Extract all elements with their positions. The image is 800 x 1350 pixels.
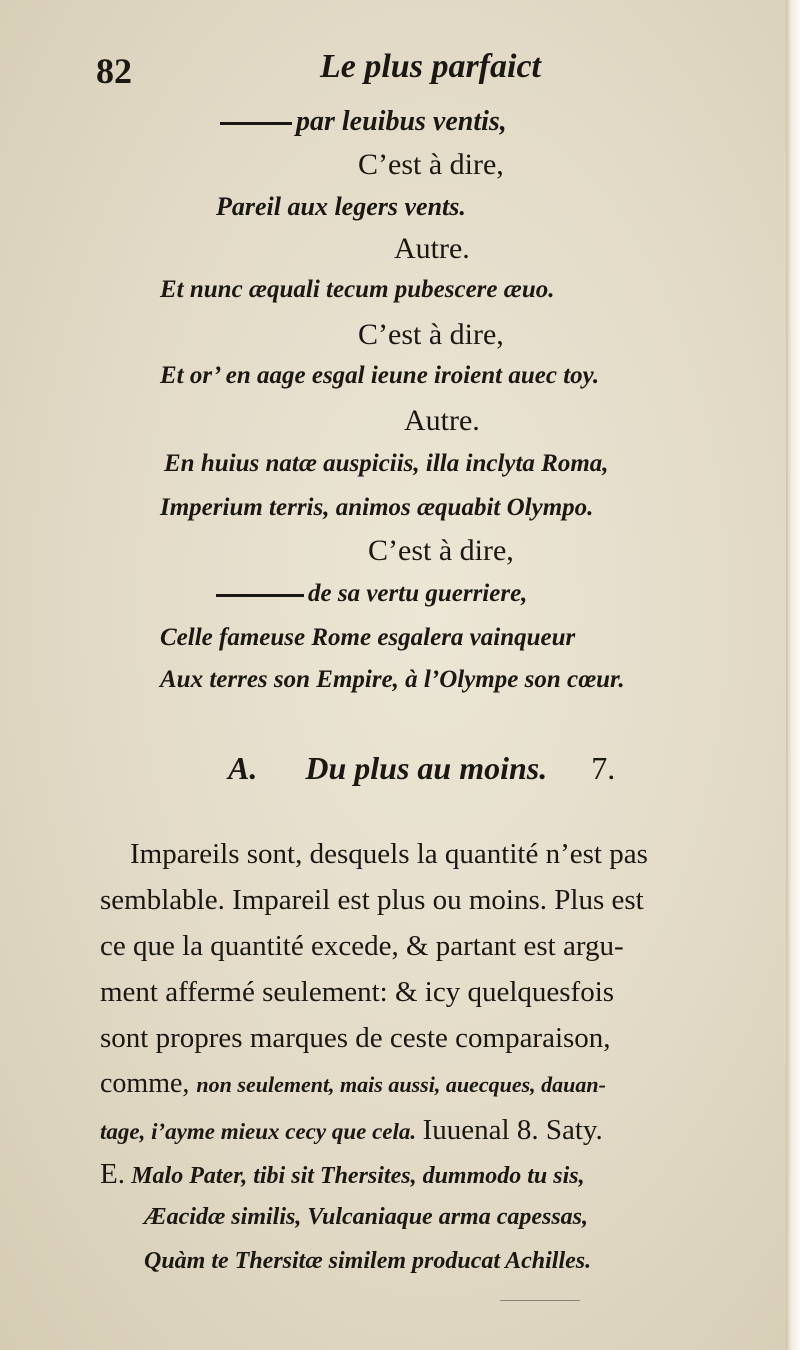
verse-line: C’est à dire,	[358, 318, 504, 351]
verse-line: Autre.	[394, 232, 470, 265]
bottom-rule	[500, 1300, 580, 1301]
body-text: Malo Pater, tibi sit Thersites, dummodo tu sis,	[131, 1163, 585, 1189]
verse-line: Aux terres son Empire, à l’Olympe son cœur.	[160, 666, 625, 693]
verse-line: Pareil aux legers vents.	[216, 192, 466, 221]
section-letter: A.	[228, 750, 258, 786]
section-title: Du plus au moins.	[305, 750, 548, 786]
body-line	[100, 1068, 606, 1100]
body-line	[100, 1158, 585, 1191]
page-edge	[786, 0, 800, 1350]
running-title: Le plus parfaict	[320, 48, 541, 85]
verse-line	[220, 106, 507, 138]
verse-line: En huius natæ auspiciis, illa inclyta Roma,	[164, 450, 609, 477]
dash-rule	[216, 594, 304, 597]
body-text: comme,	[100, 1068, 190, 1099]
verse-text: par leuibus ventis,	[296, 106, 507, 137]
section-heading	[228, 750, 615, 787]
body-line: semblable. Impareil est plus ou moins. Plus est	[100, 884, 644, 916]
body-line: Impareils sont, desquels la quantité n’est pas	[130, 838, 648, 870]
verse-line: Et nunc æquali tecum pubescere æuo.	[160, 276, 555, 303]
body-line: Quàm te Thersitæ similem producat Achilles.	[144, 1248, 592, 1274]
verse-line: C’est à dire,	[358, 148, 504, 181]
body-text: non seulement, mais aussi, auecques, dauan-	[196, 1072, 606, 1097]
verse-line: Celle fameuse Rome esgalera vainqueur	[160, 624, 576, 651]
verse-line: C’est à dire,	[368, 534, 514, 567]
verse-text: de sa vertu guerriere,	[308, 580, 528, 607]
verse-line: Imperium terris, animos æquabit Olympo.	[160, 494, 594, 521]
body-text: tage, i’ayme mieux cecy que cela.	[100, 1119, 417, 1144]
dash-rule	[220, 122, 292, 125]
body-line: ce que la quantité excede, & partant est argu-	[100, 930, 624, 962]
body-line	[100, 1114, 603, 1147]
verse-line: Et or’ en aage esgal ieune iroient auec toy.	[160, 362, 600, 389]
page-number: 82	[96, 51, 132, 91]
body-text: Iuuenal 8. Saty.	[422, 1114, 603, 1146]
body-line: Æacidæ similis, Vulcaniaque arma capessas,	[144, 1204, 589, 1230]
section-number: 7.	[591, 750, 616, 786]
body-text: E.	[100, 1158, 125, 1190]
verse-line: Autre.	[404, 404, 480, 437]
verse-line	[216, 580, 527, 608]
body-line: ment affermé seulement: & icy quelquesfois	[100, 976, 615, 1008]
body-line: sont propres marques de ceste comparaison,	[100, 1022, 611, 1054]
